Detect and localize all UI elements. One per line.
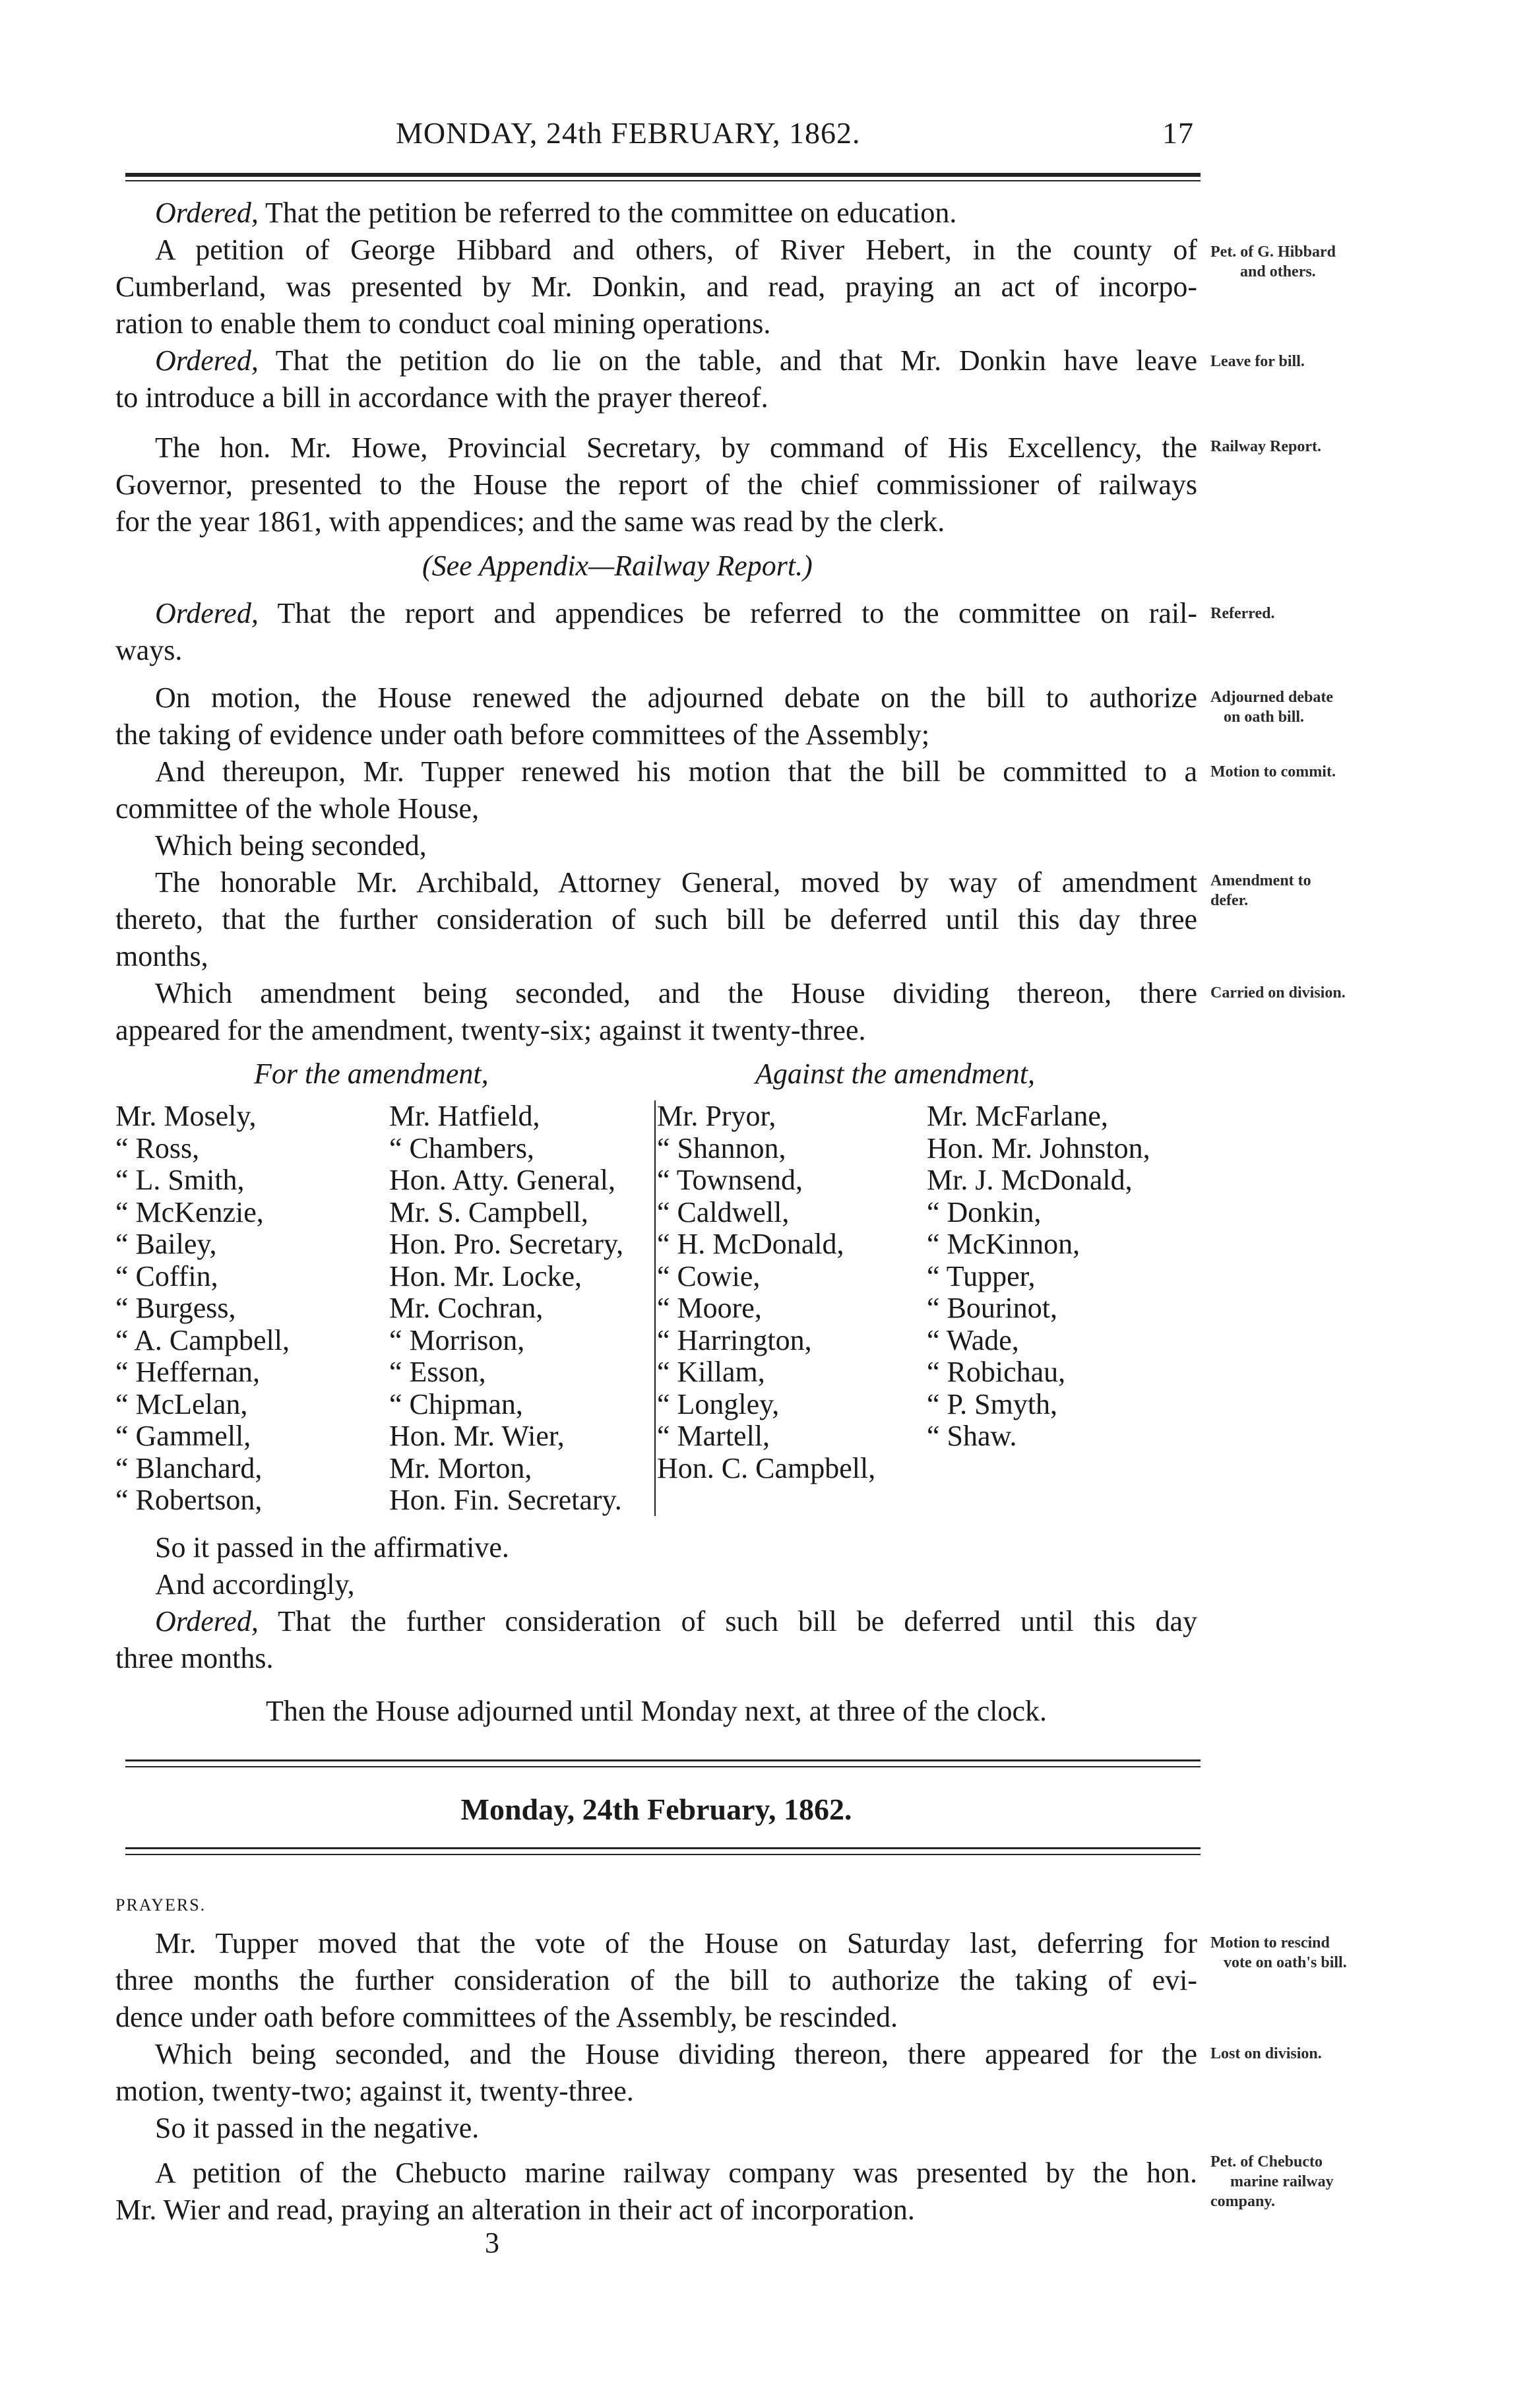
for-member: “ Bailey, [115,1228,217,1260]
for-member: “ McLelan, [115,1387,248,1420]
against-member: “ Moore, [657,1292,762,1324]
paragraph-leave-line: Ordered, That the petition do lie on the table, and that Mr. Donkin have leave [155,344,1197,377]
paragraph-division-line: appeared for the amendment, twenty-six; against it twenty-three. [115,1014,866,1046]
section-rule-bottom-2 [125,1854,1201,1855]
for-member: “ Coffin, [115,1259,218,1292]
against-member: “ Bourinot, [927,1292,1057,1324]
for-member: Mr. Morton, [389,1451,532,1484]
paragraph-rescind-line: Mr. Tupper moved that the vote of the House on Saturday last, deferring for [155,1927,1197,1959]
against-member: Hon. Mr. Johnston, [927,1131,1150,1164]
against-member: Mr. J. McDonald, [927,1164,1133,1196]
against-member: “ Caldwell, [657,1195,790,1228]
header-rule-thick [125,173,1201,177]
against-amendment-column-2 [927,1100,1150,1453]
paragraph-railway-line: The hon. Mr. Howe, Provincial Secretary, by command of His Excellency, the [155,431,1197,464]
against-amendment-column-1 [657,1100,875,1484]
for-member: “ Esson, [389,1356,486,1388]
paragraph-leave-line: to introduce a bill in accordance with the prayer thereof. [115,381,768,414]
for-member: Hon. Atty. General, [389,1164,615,1196]
against-member: “ McKinnon, [927,1228,1080,1260]
paragraph-lost-division-line: Which being seconded, and the House dividing thereon, there appeared for the [155,2038,1197,2070]
for-member: “ Morrison, [389,1323,525,1356]
paragraph-affirmative: So it passed in the affirmative. [155,1531,509,1564]
running-title: MONDAY, 24th FEBRUARY, 1862. [396,116,861,150]
paragraph-chebucto-line: Mr. Wier and read, praying an alteration in their act of incorporation. [115,2194,915,2226]
for-member: Mr. Hatfield, [389,1100,540,1132]
for-amendment-heading: For the amendment, [254,1058,489,1090]
against-member: “ H. McDonald, [657,1228,844,1260]
margin-note-rescind: Motion to rescind vote on oath's bill. [1210,1934,1347,1971]
margin-note-lost: Lost on division. [1210,2045,1322,2062]
paragraph-lost-division-line: motion, twenty-two; against it, twenty-three. [115,2075,634,2107]
against-member: “ Cowie, [657,1259,761,1292]
paragraph-rescind-line: dence under oath before committees of the Assembly, be rescinded. [115,2001,898,2033]
paragraph-division-line: Which amendment being seconded, and the House dividing thereon, there [155,977,1197,1009]
margin-note-chebucto: Pet. of Chebucto marine railway company. [1210,2153,1334,2210]
page-number: 17 [1162,116,1194,150]
against-member: “ P. Smyth, [927,1387,1058,1420]
against-member: “ Shannon, [657,1131,786,1164]
paragraph-amendment-line: months, [115,940,208,972]
paragraph-rescind-line: three months the further consideration of the bill to authorize the taking of evi- [115,1964,1197,1996]
margin-note-carried: Carried on division. [1210,984,1346,1001]
margin-note-hibbard: Pet. of G. Hibbard and others. [1210,243,1336,280]
for-member: “ Burgess, [115,1292,236,1324]
paragraph-amendment-line: thereto, that the further consideration of such bill be deferred until this day three [115,903,1197,935]
against-member: “ Townsend, [657,1164,803,1196]
paragraph-hibbard-line: A petition of George Hibbard and others, of River Hebert, in the county of [155,234,1197,266]
for-member: Hon. Fin. Secretary. [389,1484,622,1516]
see-appendix-note: (See Appendix—Railway Report.) [422,550,813,582]
paragraph-ordered-education: Ordered, That the petition be referred to the committee on education. [155,197,957,229]
for-member: “ Robertson, [115,1484,263,1516]
header-rule-thin [125,180,1201,181]
for-amendment-column-1 [115,1100,290,1517]
for-member: Mr. S. Campbell, [389,1195,588,1228]
paragraph-debate-line: On motion, the House renewed the adjourned debate on the bill to authorize [155,681,1197,714]
for-member: “ McKenzie, [115,1195,264,1228]
for-member: Hon. Mr. Wier, [389,1420,565,1452]
for-member: Mr. Mosely, [115,1100,257,1132]
margin-note-adjourned-debate: Adjourned debate on oath bill. [1210,689,1334,726]
paragraph-hibbard-line: ration to enable them to conduct coal mining operations. [115,307,771,340]
paragraph-railway-line: for the year 1861, with appendices; and the same was read by the clerk. [115,505,945,538]
section-rule-bottom-1 [125,1847,1201,1849]
paragraph-tupper-motion-line: committee of the whole House, [115,792,480,825]
margin-note-motion-to-commit: Motion to commit. [1210,763,1336,780]
for-member: “ Chipman, [389,1387,523,1420]
against-member: Hon. C. Campbell, [657,1451,876,1484]
against-member: “ Harrington, [657,1323,812,1356]
adjournment-line: Then the House adjourned until Monday next, at three of the clock. [266,1695,1047,1727]
for-amendment-column-2 [389,1100,623,1517]
paragraph-report-referred-line: ways. [115,634,183,666]
against-member: “ Martell, [657,1420,770,1452]
for-member: “ L. Smith, [115,1164,245,1196]
margin-note-leave-for-bill: Leave for bill. [1210,353,1305,370]
section-title: Monday, 24th February, 1862. [460,1792,852,1826]
for-member: “ Heffernan, [115,1356,261,1388]
section-rule-top-2 [125,1766,1201,1767]
paragraph-hibbard-line: Cumberland, was presented by Mr. Donkin, and read, praying an act of incorpo- [115,270,1197,303]
against-member: “ Shaw. [927,1420,1017,1452]
paragraph-debate-line: the taking of evidence under oath before committees of the Assembly; [115,718,930,751]
against-member: “ Longley, [657,1387,780,1420]
against-member: Mr. McFarlane, [927,1100,1108,1132]
for-member: Mr. Cochran, [389,1292,544,1324]
against-member: Mr. Pryor, [657,1100,776,1132]
against-member: “ Killam, [657,1356,765,1388]
margin-note-amendment: Amendment to defer. [1210,872,1311,909]
paragraph-ordered-deferred-line: three months. [115,1642,274,1674]
for-member: “ Ross, [115,1131,200,1164]
paragraph-railway-line: Governor, presented to the House the report of the chief commissioner of railways [115,468,1197,501]
paragraph-accordingly: And accordingly, [155,1568,355,1600]
for-member: Hon. Pro. Secretary, [389,1228,624,1260]
margin-note-railway-report: Railway Report. [1210,438,1321,455]
paragraph-negative: So it passed in the negative. [155,2112,480,2144]
margin-note-referred: Referred. [1210,605,1275,622]
paragraph-amendment-line: The honorable Mr. Archibald, Attorney General, moved by way of amendment [155,866,1197,899]
for-member: “ A. Campbell, [115,1323,290,1356]
against-member: “ Wade, [927,1323,1019,1356]
for-member: Hon. Mr. Locke, [389,1259,582,1292]
paragraph-report-referred-line: Ordered, That the report and appendices be referred to the committee on rail- [155,597,1197,629]
signature-mark: 3 [485,2227,499,2259]
paragraph-ordered-deferred-line: Ordered, That the further consideration of such bill be deferred until this day [155,1605,1197,1637]
division-divider [654,1100,656,1516]
paragraph-tupper-motion-line: And thereupon, Mr. Tupper renewed his motion that the bill be committed to a [155,755,1197,788]
against-member: “ Tupper, [927,1259,1036,1292]
prayers-label: PRAYERS. [115,1895,206,1915]
for-member: “ Blanchard, [115,1451,263,1484]
for-member: “ Gammell, [115,1420,251,1452]
for-member: “ Chambers, [389,1131,534,1164]
against-member: “ Donkin, [927,1195,1042,1228]
paragraph-seconded: Which being seconded, [155,829,427,862]
section-rule-top-1 [125,1759,1201,1761]
against-amendment-heading: Against the amendment, [755,1058,1036,1090]
paragraph-chebucto-line: A petition of the Chebucto marine railway company was presented by the hon. [155,2157,1197,2189]
against-member: “ Robichau, [927,1356,1066,1388]
